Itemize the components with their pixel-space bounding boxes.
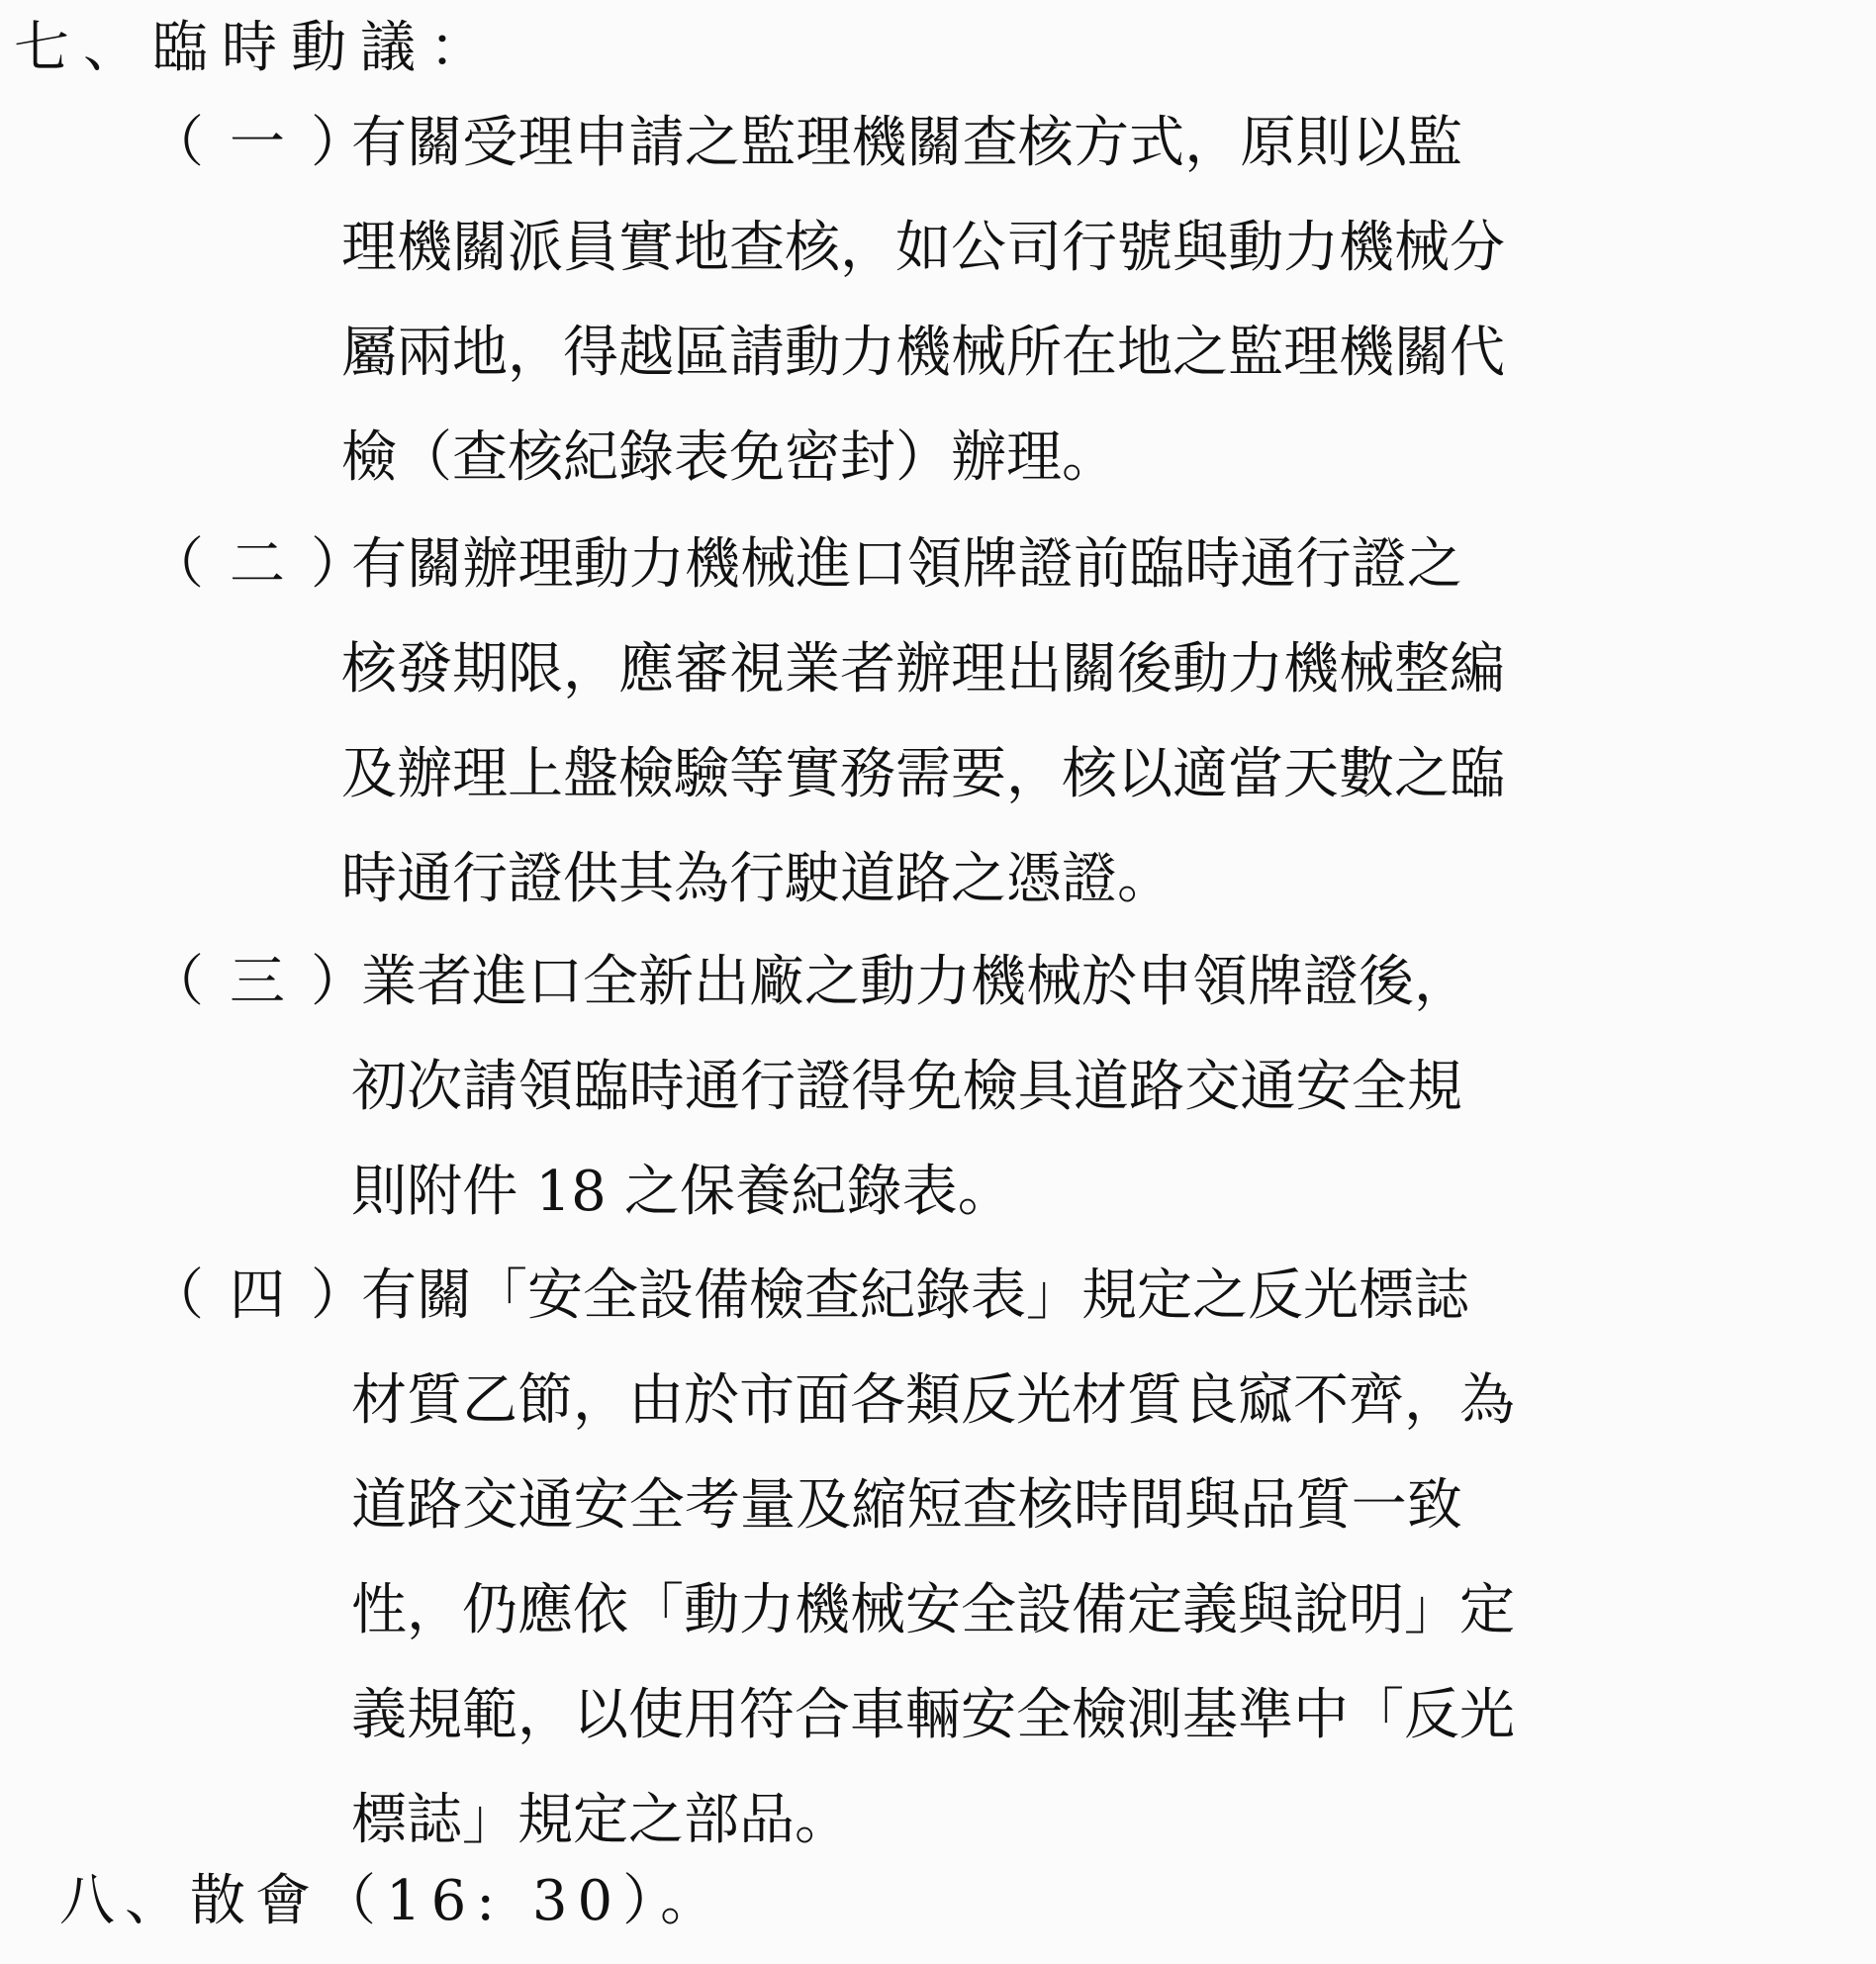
item-text-line: 標誌」規定之部品。 bbox=[351, 1788, 850, 1852]
section-heading-7: 七、臨時動議： bbox=[14, 16, 499, 80]
item-label: （四） bbox=[148, 1263, 392, 1328]
item-text-line: 檢（查核紀錄表免密封）辦理。 bbox=[341, 425, 1117, 490]
item-text-line: 道路交通安全考量及縮短查核時間與品質一致 bbox=[351, 1473, 1462, 1538]
item-text-line: 初次請領臨時通行證得免檢具道路交通安全規 bbox=[351, 1055, 1462, 1119]
item-text-line: 業者進口全新出廠之動力機械於申領牌證後， bbox=[361, 950, 1469, 1014]
item-text-line: 及辦理上盤檢驗等實務需要，核以適當天數之臨 bbox=[341, 742, 1505, 806]
item-label: （三） bbox=[148, 950, 392, 1014]
item-text-line: 有關辦理動力機械進口領牌證前臨時通行證之 bbox=[351, 532, 1462, 597]
item-label: （一） bbox=[148, 111, 392, 175]
item-label: （二） bbox=[148, 532, 392, 597]
item-text-line: 理機關派員實地查核，如公司行號與動力機械分 bbox=[341, 216, 1505, 280]
item-text-line: 有關受理申請之監理機關查核方式，原則以監 bbox=[351, 111, 1462, 175]
item-text-line: 性，仍應依「動力機械安全設備定義與說明」定 bbox=[351, 1578, 1515, 1642]
item-text-line: 材質乙節，由於市面各類反光材質良窳不齊，為 bbox=[351, 1368, 1515, 1433]
item-text-line: 時通行證供其為行駛道路之憑證。 bbox=[341, 847, 1172, 911]
item-text-line: 義規範，以使用符合車輛安全檢測基準中「反光 bbox=[351, 1683, 1515, 1747]
item-text-line: 核發期限，應審視業者辦理出關後動力機械整編 bbox=[341, 637, 1505, 701]
item-text-line: 則附件 18 之保養紀錄表。 bbox=[351, 1160, 1013, 1224]
section-heading-8: 八、散會（16: 30）。 bbox=[59, 1869, 726, 1933]
item-text-line: 屬兩地，得越區請動力機械所在地之監理機關代 bbox=[341, 321, 1505, 385]
item-text-line: 有關「安全設備檢查紀錄表」規定之反光標誌 bbox=[361, 1263, 1469, 1328]
